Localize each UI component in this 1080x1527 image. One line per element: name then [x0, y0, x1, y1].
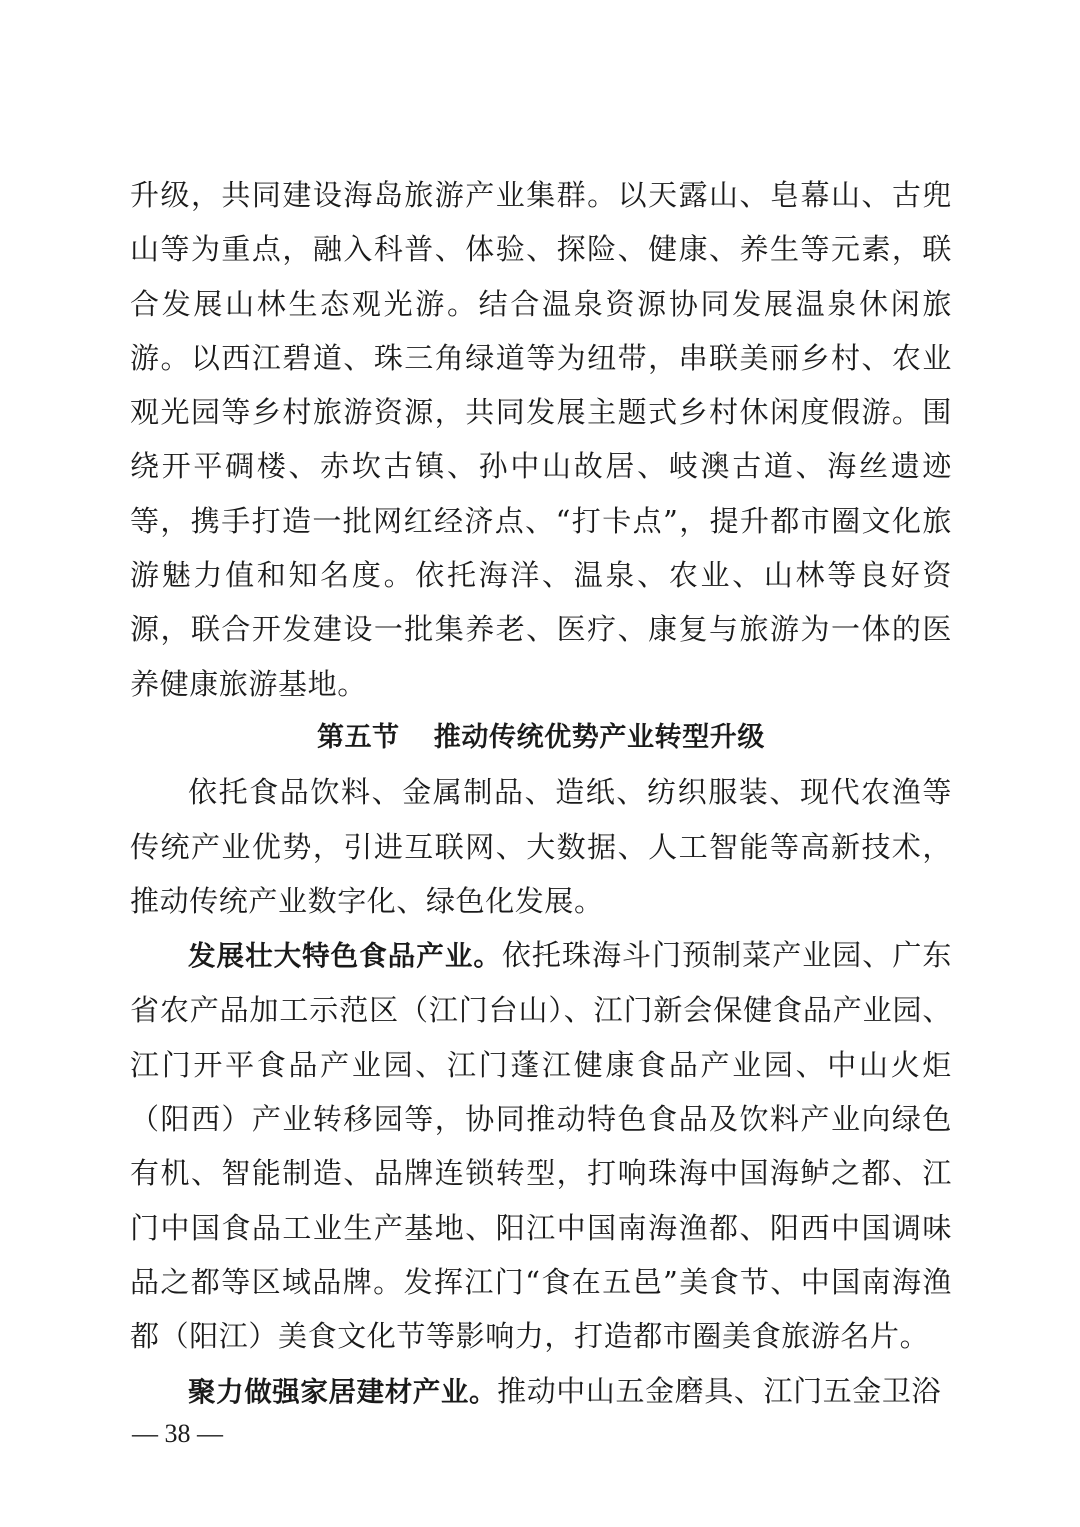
paragraph-food-industry: [130, 928, 952, 1363]
section-number: 第五节: [316, 721, 400, 753]
paragraph-text: 依托珠海斗门预制菜产业园、广东省农产品加工示范区（江门台山）、江门新会保健食品产业园、江门开平食品产业园、江门蓬江健康食品产业园、中山火炬（阳西）产业转移园等，协同推动特色食品及饮料产业向绿色有机、智能制造、品牌连锁转型，打响珠海中国海鲈之都、江门中国食品工业生产基地、阳江中国南海渔都、阳西中国调味品之都等区域品牌。发挥江门“食在五邑”美食节、中国南海渔都（阳江）美食文化节等影响力，打造都市圈美食旅游名片。: [130, 938, 952, 1354]
paragraph-lead-heading: 发展壮大特色食品产业。: [188, 940, 502, 973]
paragraph-traditional-industries: 依托食品饮料、金属制品、造纸、纺织服装、现代农渔等传统产业优势，引进互联网、大数据、人工智能等高新技术，推动传统产业数字化、绿色化发展。: [130, 775, 952, 918]
document-body: [130, 168, 952, 1419]
page-number: — 38 —: [132, 1419, 223, 1448]
paragraph-lead-heading: 聚力做强家居建材产业。: [188, 1375, 498, 1408]
paragraph-tourism-continued: 升级，共同建设海岛旅游产业集群。以天露山、皂幕山、古兜山等为重点，融入科普、体验、探险、健康、养生等元素，联合发展山林生态观光游。结合温泉资源协同发展温泉休闲旅游。以西江碧道、珠三角绿道等为纽带，串联美丽乡村、农业观光园等乡村旅游资源，共同发展主题式乡村休闲度假游。围绕开平碉楼、赤坎古镇、孙中山故居、岐澳古道、海丝遗迹等，携手打造一批网红经济点、“打卡点”，提升都市圈文化旅游魅力值和知名度。依托海洋、温泉、农业、山林等良好资源，联合开发建设一批集养老、医疗、康复与旅游为一体的医养健康旅游基地。: [130, 178, 952, 701]
section-title: 推动传统优势产业转型升级: [433, 721, 765, 753]
section-heading: [130, 711, 952, 765]
paragraph-home-building-materials: [130, 1364, 952, 1419]
paragraph-text: 推动中山五金磨具、江门五金卫浴: [497, 1373, 942, 1408]
